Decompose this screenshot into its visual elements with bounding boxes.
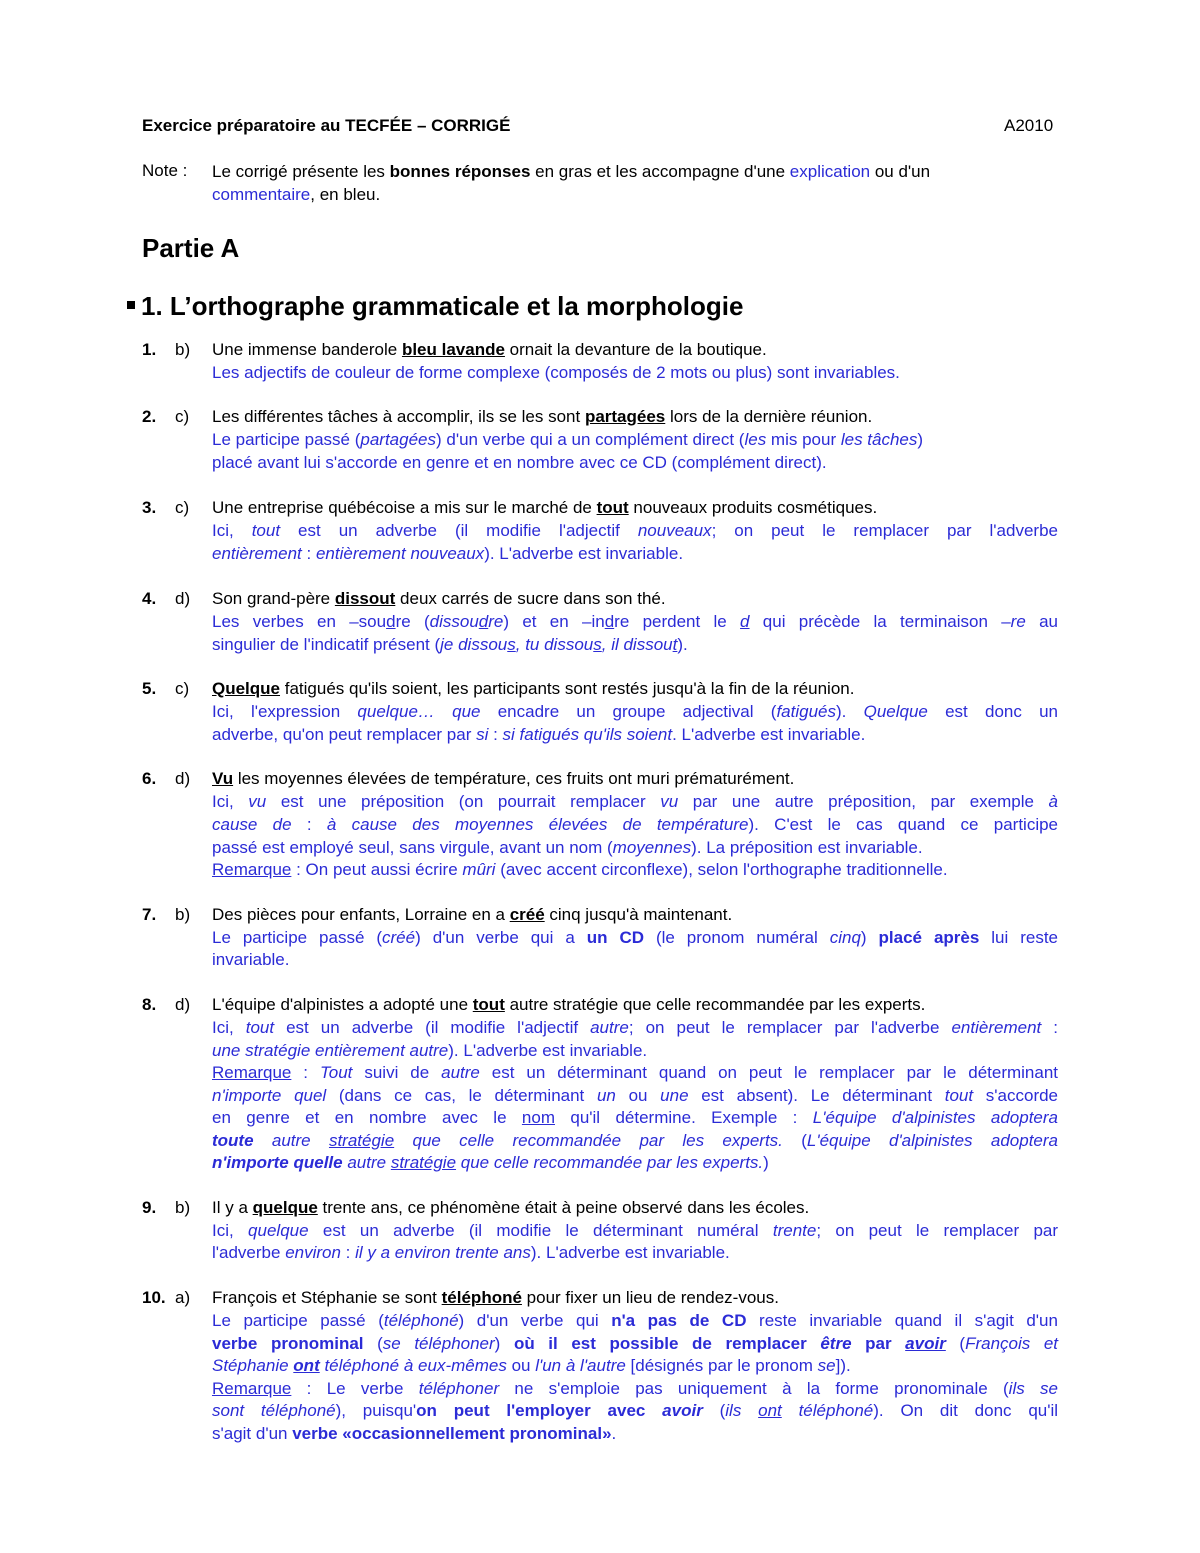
item-explanation: invariable.: [212, 950, 290, 969]
item-answer-letter: d): [175, 769, 191, 788]
item-explanation: placé avant lui s'accorde en genre et en nombre avec ce CD (complément direct).: [212, 453, 827, 472]
item-number: 3.: [142, 498, 157, 517]
item-number: 4.: [142, 589, 157, 608]
item-answer-letter: b): [175, 1198, 191, 1217]
bullet-icon: [127, 301, 135, 309]
item-sentence: Vu les moyennes élevées de température, ces fruits ont muri prématurément.: [212, 769, 795, 788]
item-explanation: adverbe, qu'on peut remplacer par si : si fatigués qu'ils soient. L'adverbe est invariable.: [212, 725, 866, 744]
item-number: 5.: [142, 679, 157, 698]
item-remark: n'importe quelle autre stratégie que celle recommandée par les experts.): [212, 1153, 769, 1172]
item-number: 8.: [142, 995, 157, 1014]
item-remark: s'agit d'un verbe «occasionnellement pronominal».: [212, 1424, 617, 1443]
item-remark: toute autre stratégie que celle recommandée par les experts. (L'équipe d'alpinistes adoptera: [212, 1131, 1058, 1150]
note-line-2: commentaire, en bleu.: [212, 185, 381, 204]
item-sentence: Quelque fatigués qu'ils soient, les participants sont restés jusqu'à la fin de la réunion.: [212, 679, 855, 698]
item-answer-letter: b): [175, 905, 191, 924]
item-answer-letter: d): [175, 995, 191, 1014]
item-explanation: Le participe passé (téléphoné) d'un verbe qui n'a pas de CD reste invariable quand il s'agit d'un: [212, 1311, 1058, 1330]
item-number: 1.: [142, 340, 157, 359]
item-sentence: Une entreprise québécoise a mis sur le marché de tout nouveaux produits cosmétiques.: [212, 498, 878, 517]
part-title: Partie A: [142, 233, 240, 263]
item-explanation: singulier de l'indicatif présent (je dissous, tu dissous, il dissout).: [212, 635, 688, 654]
item-sentence: Il y a quelque trente ans, ce phénomène était à peine observé dans les écoles.: [212, 1198, 810, 1217]
item-explanation: Stéphanie ont téléphoné à eux-mêmes ou l'un à l'autre [désignés par le pronom se]).: [212, 1356, 851, 1375]
item-explanation: passé est employé seul, sans virgule, avant un nom (moyennes). La préposition est invariable.: [212, 838, 923, 857]
note-line-1: Le corrigé présente les bonnes réponses en gras et les accompagne d'une explication ou d'un: [212, 162, 931, 181]
item-answer-letter: a): [175, 1288, 191, 1307]
item-sentence: François et Stéphanie se sont téléphoné pour fixer un lieu de rendez-vous.: [212, 1288, 779, 1307]
item-sentence: L'équipe d'alpinistes a adopté une tout autre stratégie que celle recommandée par les experts.: [212, 995, 926, 1014]
item-explanation: cause de : à cause des moyennes élevées de température). C'est le cas quand ce participe: [212, 815, 1059, 834]
item-answer-letter: b): [175, 340, 191, 359]
item-answer-letter: c): [175, 679, 190, 698]
note-label: Note :: [142, 161, 188, 180]
section-title: 1. L’orthographe grammaticale et la morphologie: [127, 291, 743, 322]
item-explanation: Ici, tout est un adverbe (il modifie l'adjectif autre; on peut le remplacer par l'adverbe entièrement :: [212, 1018, 1058, 1037]
item-remark: Remarque : Tout suivi de autre est un déterminant quand on peut le remplacer par le déterminant: [212, 1063, 1059, 1082]
item-sentence: Une immense banderole bleu lavande ornait la devanture de la boutique.: [212, 340, 767, 359]
item-answer-letter: d): [175, 589, 191, 608]
item-number: 6.: [142, 769, 157, 788]
item-explanation: Ici, tout est un adverbe (il modifie l'adjectif nouveaux; on peut le remplacer par l'adverbe: [212, 521, 1058, 540]
item-number: 7.: [142, 905, 157, 924]
item-explanation: verbe pronominal (se téléphoner) où il est possible de remplacer être par avoir (François et: [212, 1334, 1059, 1353]
item-explanation: Le participe passé (créé) d'un verbe qui a un CD (le pronom numéral cinq) placé après lui reste: [212, 928, 1058, 947]
item-explanation: Le participe passé (partagées) d'un verbe qui a un complément direct (les mis pour les tâches): [212, 430, 924, 449]
item-sentence: Les différentes tâches à accomplir, ils se les sont partagées lors de la dernière réunion.: [212, 407, 873, 426]
item-remark: Remarque : On peut aussi écrire mûri (avec accent circonflexe), selon l'orthographe traditionnelle.: [212, 860, 948, 879]
item-explanation: Les verbes en –soudre (dissoudre) et en –indre perdent le d qui précède la terminaison –re au: [212, 612, 1058, 631]
item-explanation: Ici, quelque est un adverbe (il modifie le déterminant numéral trente; on peut le remplacer par: [212, 1221, 1059, 1240]
item-number: 10.: [142, 1288, 166, 1307]
item-sentence: Son grand-père dissout deux carrés de sucre dans son thé.: [212, 589, 666, 608]
item-remark: en genre et en nombre avec le nom qu'il détermine. Exemple : L'équipe d'alpinistes adoptera: [212, 1108, 1058, 1127]
item-remark: Remarque : Le verbe téléphoner ne s'emploie pas uniquement à la forme pronominale (ils se: [212, 1379, 1058, 1398]
item-remark: sont téléphoné), puisqu'on peut l'employer avec avoir (ils ont téléphoné). On dit donc qu'il: [212, 1401, 1059, 1420]
document-code: A2010: [1004, 116, 1054, 135]
item-sentence: Des pièces pour enfants, Lorraine en a créé cinq jusqu'à maintenant.: [212, 905, 733, 924]
document-title: Exercice préparatoire au TECFÉE – CORRIGÉ: [142, 116, 511, 135]
item-explanation: entièrement : entièrement nouveaux). L'adverbe est invariable.: [212, 544, 684, 563]
item-explanation: Ici, vu est une préposition (on pourrait remplacer vu par une autre préposition, par exemple à: [212, 792, 1059, 811]
item-remark: n'importe quel (dans ce cas, le déterminant un ou une est absent). Le déterminant tout s'accorde: [212, 1086, 1059, 1105]
item-number: 2.: [142, 407, 157, 426]
item-explanation: Ici, l'expression quelque… que encadre un groupe adjectival (fatigués). Quelque est donc un: [212, 702, 1058, 721]
item-answer-letter: c): [175, 498, 190, 517]
item-explanation: Les adjectifs de couleur de forme complexe (composés de 2 mots ou plus) sont invariables.: [212, 363, 900, 382]
item-answer-letter: c): [175, 407, 190, 426]
item-number: 9.: [142, 1198, 157, 1217]
item-explanation: l'adverbe environ : il y a environ trente ans). L'adverbe est invariable.: [212, 1243, 730, 1262]
item-explanation: une stratégie entièrement autre). L'adverbe est invariable.: [212, 1041, 648, 1060]
